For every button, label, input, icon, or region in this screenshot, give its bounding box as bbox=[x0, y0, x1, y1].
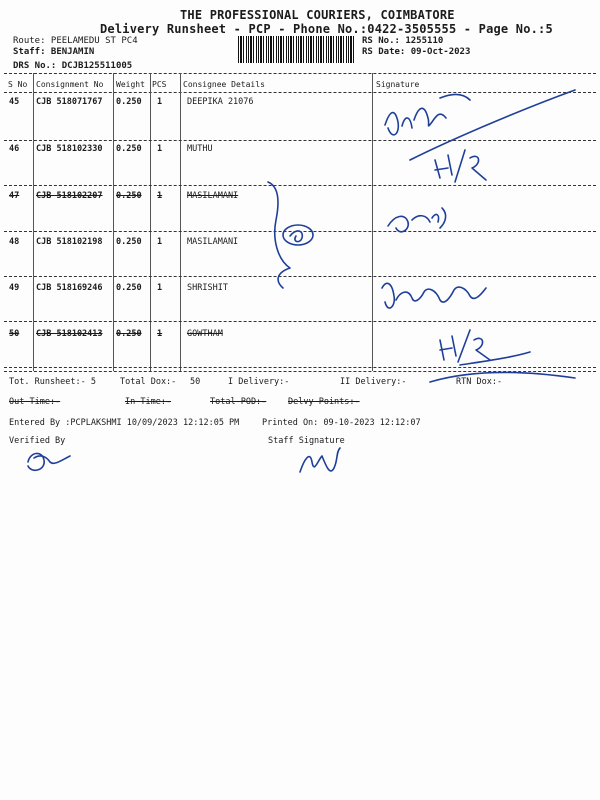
row-consignment: CJB 518169246 bbox=[36, 283, 103, 293]
entered-by-label: Entered By :PCPLAKSHMI 10/09/2023 12:12:05 PM bbox=[9, 418, 240, 428]
verified-by-label: Verified By bbox=[9, 436, 66, 446]
row-consignee: GOWTHAM bbox=[187, 329, 223, 339]
row-consignment: CJB 518102330 bbox=[36, 144, 103, 154]
row-pcs: 1 bbox=[157, 97, 163, 107]
row-pcs: 1 bbox=[157, 191, 163, 201]
row-sno: 50 bbox=[9, 329, 20, 339]
col-header-signature: Signature bbox=[376, 80, 420, 89]
printed-on-label: Printed On: 09-10-2023 12:12:07 bbox=[262, 418, 421, 428]
col-header-consignee: Consignee Details bbox=[183, 80, 265, 89]
in-time-label: In Time:- bbox=[125, 397, 172, 407]
ii-delivery-label: II Delivery:- bbox=[340, 377, 407, 387]
route-label: Route: PEELAMEDU ST PC4 bbox=[13, 36, 138, 46]
row-weight: 0.250 bbox=[116, 283, 142, 293]
runsheet-subtitle: Delivery Runsheet - PCP - Phone No.:0422-3505555 - Page No.:5 bbox=[100, 22, 553, 36]
staff-signature-label: Staff Signature bbox=[268, 436, 345, 446]
total-dox-label: Total Dox:- bbox=[120, 377, 177, 387]
row-consignment: CJB 518102198 bbox=[36, 237, 103, 247]
row-weight: 0.250 bbox=[116, 237, 142, 247]
row-weight: 0.250 bbox=[116, 97, 142, 107]
row-consignment: CJB 518102413 bbox=[36, 329, 103, 339]
row-sno: 46 bbox=[9, 144, 20, 154]
total-dox-value: 50 bbox=[190, 377, 201, 387]
i-delivery-label: I Delivery:- bbox=[228, 377, 290, 387]
row-sno: 49 bbox=[9, 283, 20, 293]
drs-label: DRS No.: DCJB125511005 bbox=[13, 61, 133, 71]
out-time-label: Out Time:- bbox=[9, 397, 61, 407]
col-header-sno: S No bbox=[8, 80, 28, 89]
row-consignee: SHRISHIT bbox=[187, 283, 228, 293]
row-pcs: 1 bbox=[157, 283, 163, 293]
row-sno: 45 bbox=[9, 97, 20, 107]
row-sno: 47 bbox=[9, 191, 20, 201]
col-header-weight: Weight bbox=[116, 80, 145, 89]
row-sno: 48 bbox=[9, 237, 20, 247]
row-consignee: MASILAMANI bbox=[187, 237, 239, 247]
total-pod-label: Total POD:- bbox=[210, 397, 267, 407]
rs-no-label: RS No.: 1255110 bbox=[362, 36, 444, 46]
delvy-points-label: Delvy Points:- bbox=[288, 397, 360, 407]
company-title: THE PROFESSIONAL COURIERS, COIMBATORE bbox=[180, 8, 455, 22]
row-weight: 0.250 bbox=[116, 191, 142, 201]
staff-label: Staff: BENJAMIN bbox=[13, 47, 95, 57]
row-consignee: MUTHU bbox=[187, 144, 213, 154]
row-consignee: DEEPIKA 21076 bbox=[187, 97, 254, 107]
row-consignee: MASILAMANI bbox=[187, 191, 239, 201]
rtn-dox-label: RTN Dox:- bbox=[456, 377, 503, 387]
row-consignment: CJB 518071767 bbox=[36, 97, 103, 107]
row-weight: 0.250 bbox=[116, 144, 142, 154]
row-pcs: 1 bbox=[157, 329, 163, 339]
col-header-consignment: Consignment No bbox=[36, 80, 104, 89]
row-pcs: 1 bbox=[157, 144, 163, 154]
tot-runsheet-label: Tot. Runsheet:- 5 bbox=[9, 377, 96, 387]
col-header-pcs: PCS bbox=[152, 80, 167, 89]
rs-date-label: RS Date: 09-Oct-2023 bbox=[362, 47, 471, 57]
row-consignment: CJB 518102207 bbox=[36, 191, 103, 201]
row-weight: 0.250 bbox=[116, 329, 142, 339]
row-pcs: 1 bbox=[157, 237, 163, 247]
